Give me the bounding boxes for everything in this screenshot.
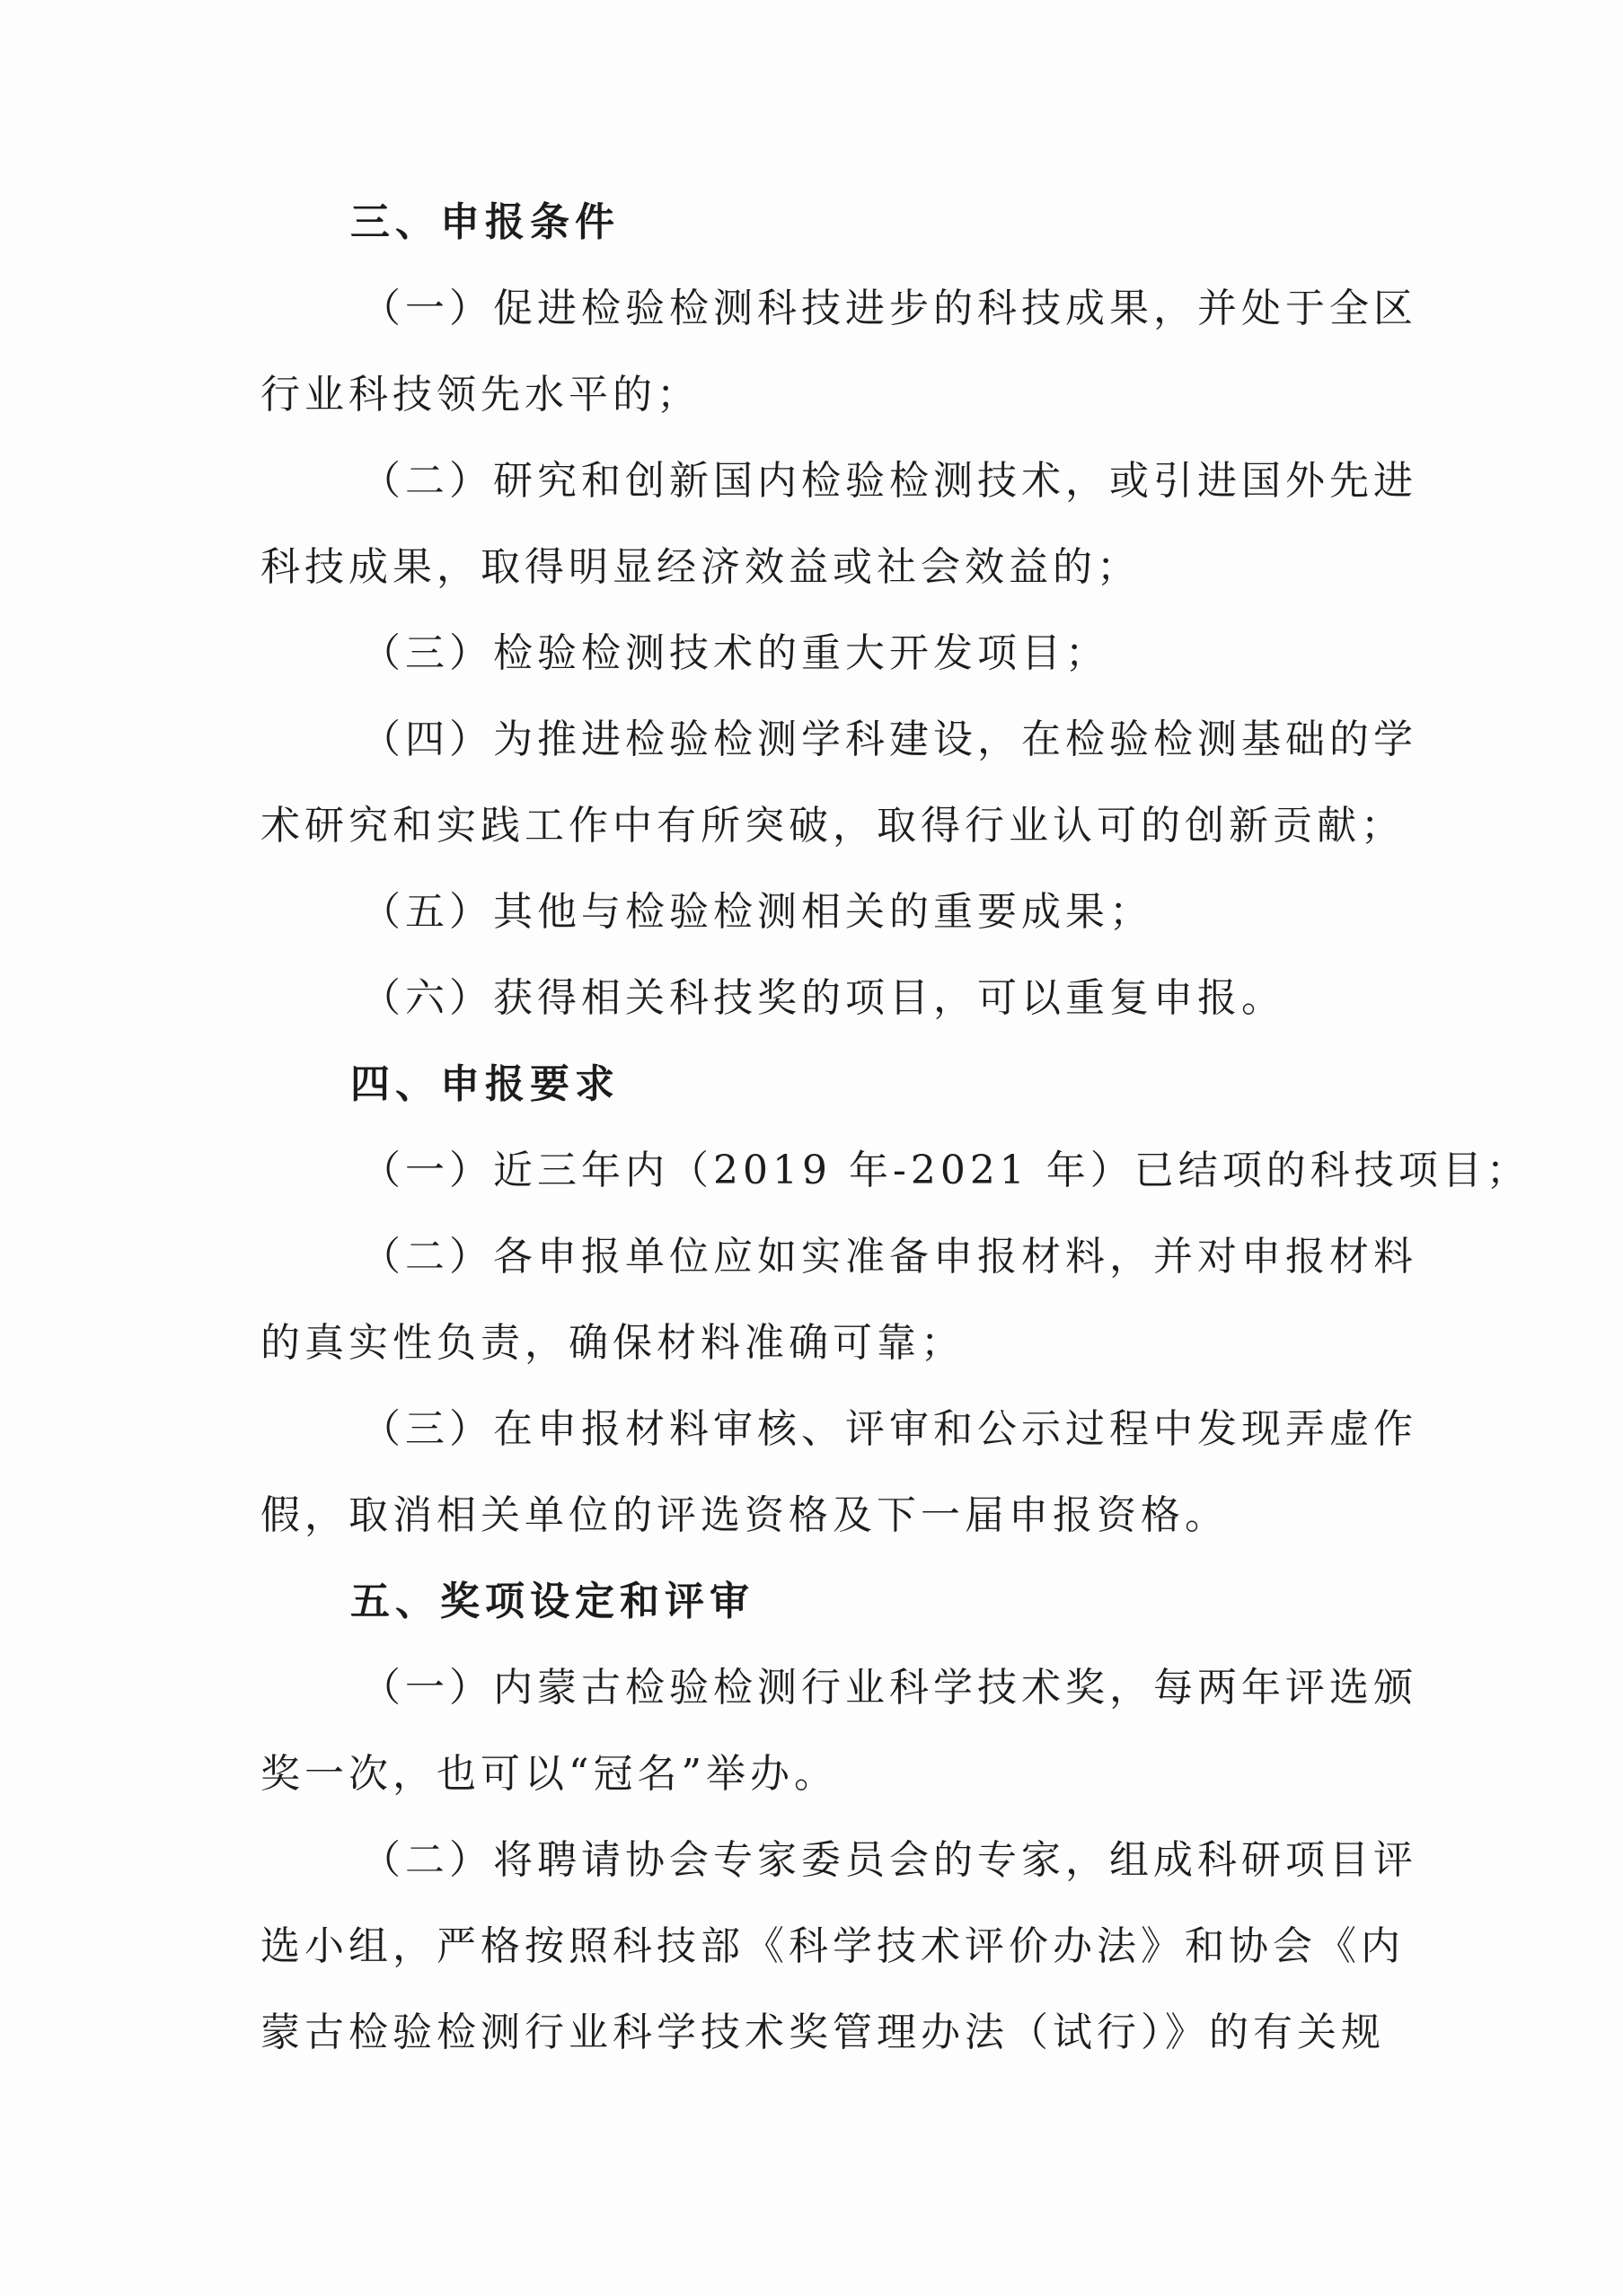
paragraph-5-2-line-3: 蒙古检验检测行业科学技术奖管理办法（试行）》的有关规 (260, 2010, 1385, 2055)
paragraph-4-2-line-2: 的真实性负责，确保材料准确可靠； (260, 1320, 965, 1366)
paragraph-4-3-line-1: （三）在申报材料审核、评审和公示过程中发现弄虚作 (361, 1406, 1417, 1452)
paragraph-4-2-line-1: （二）各申报单位应如实准备申报材料，并对申报材料 (361, 1234, 1417, 1280)
paragraph-3-6-line-1: （六）获得相关科技奖的项目，可以重复申报。 (361, 975, 1285, 1021)
paragraph-5-1-line-1: （一）内蒙古检验检测行业科学技术奖，每两年评选颁 (361, 1665, 1417, 1711)
paragraph-5-2-line-1: （二）将聘请协会专家委员会的专家，组成科研项目评 (361, 1837, 1417, 1883)
section-heading-4: 四、申报要求 (350, 1061, 620, 1107)
paragraph-5-2-line-2: 选小组，严格按照科技部《科学技术评价办法》和协会《内 (260, 1923, 1405, 1969)
paragraph-3-2-line-1: （二）研究和创新国内检验检测技术，或引进国外先进 (361, 458, 1417, 504)
paragraph-5-1-line-2: 奖一次，也可以“冠名”举办。 (260, 1751, 838, 1797)
paragraph-4-3-line-2: 假，取消相关单位的评选资格及下一届申报资格。 (260, 1492, 1229, 1538)
paragraph-4-1-line-1: （一）近三年内（2019 年-2021 年）已结项的科技项目； (361, 1148, 1530, 1193)
paragraph-3-1-line-1: （一）促进检验检测科技进步的科技成果，并处于全区 (361, 286, 1417, 331)
paragraph-3-2-line-2: 科技成果，取得明显经济效益或社会效益的； (260, 544, 1141, 590)
section-heading-5: 五、奖项设定和评审 (350, 1579, 754, 1624)
section-heading-3: 三、申报条件 (350, 199, 620, 245)
paragraph-3-5-line-1: （五）其他与检验检测相关的重要成果； (361, 889, 1153, 935)
paragraph-3-1-line-2: 行业科技领先水平的； (260, 372, 701, 418)
paragraph-3-3-line-1: （三）检验检测技术的重大开发项目； (361, 630, 1109, 676)
paragraph-3-4-line-1: （四）为推进检验检测学科建设，在检验检测基础的学 (361, 717, 1417, 762)
paragraph-3-4-line-2: 术研究和实践工作中有所突破，取得行业认可的创新贡献； (260, 803, 1405, 849)
